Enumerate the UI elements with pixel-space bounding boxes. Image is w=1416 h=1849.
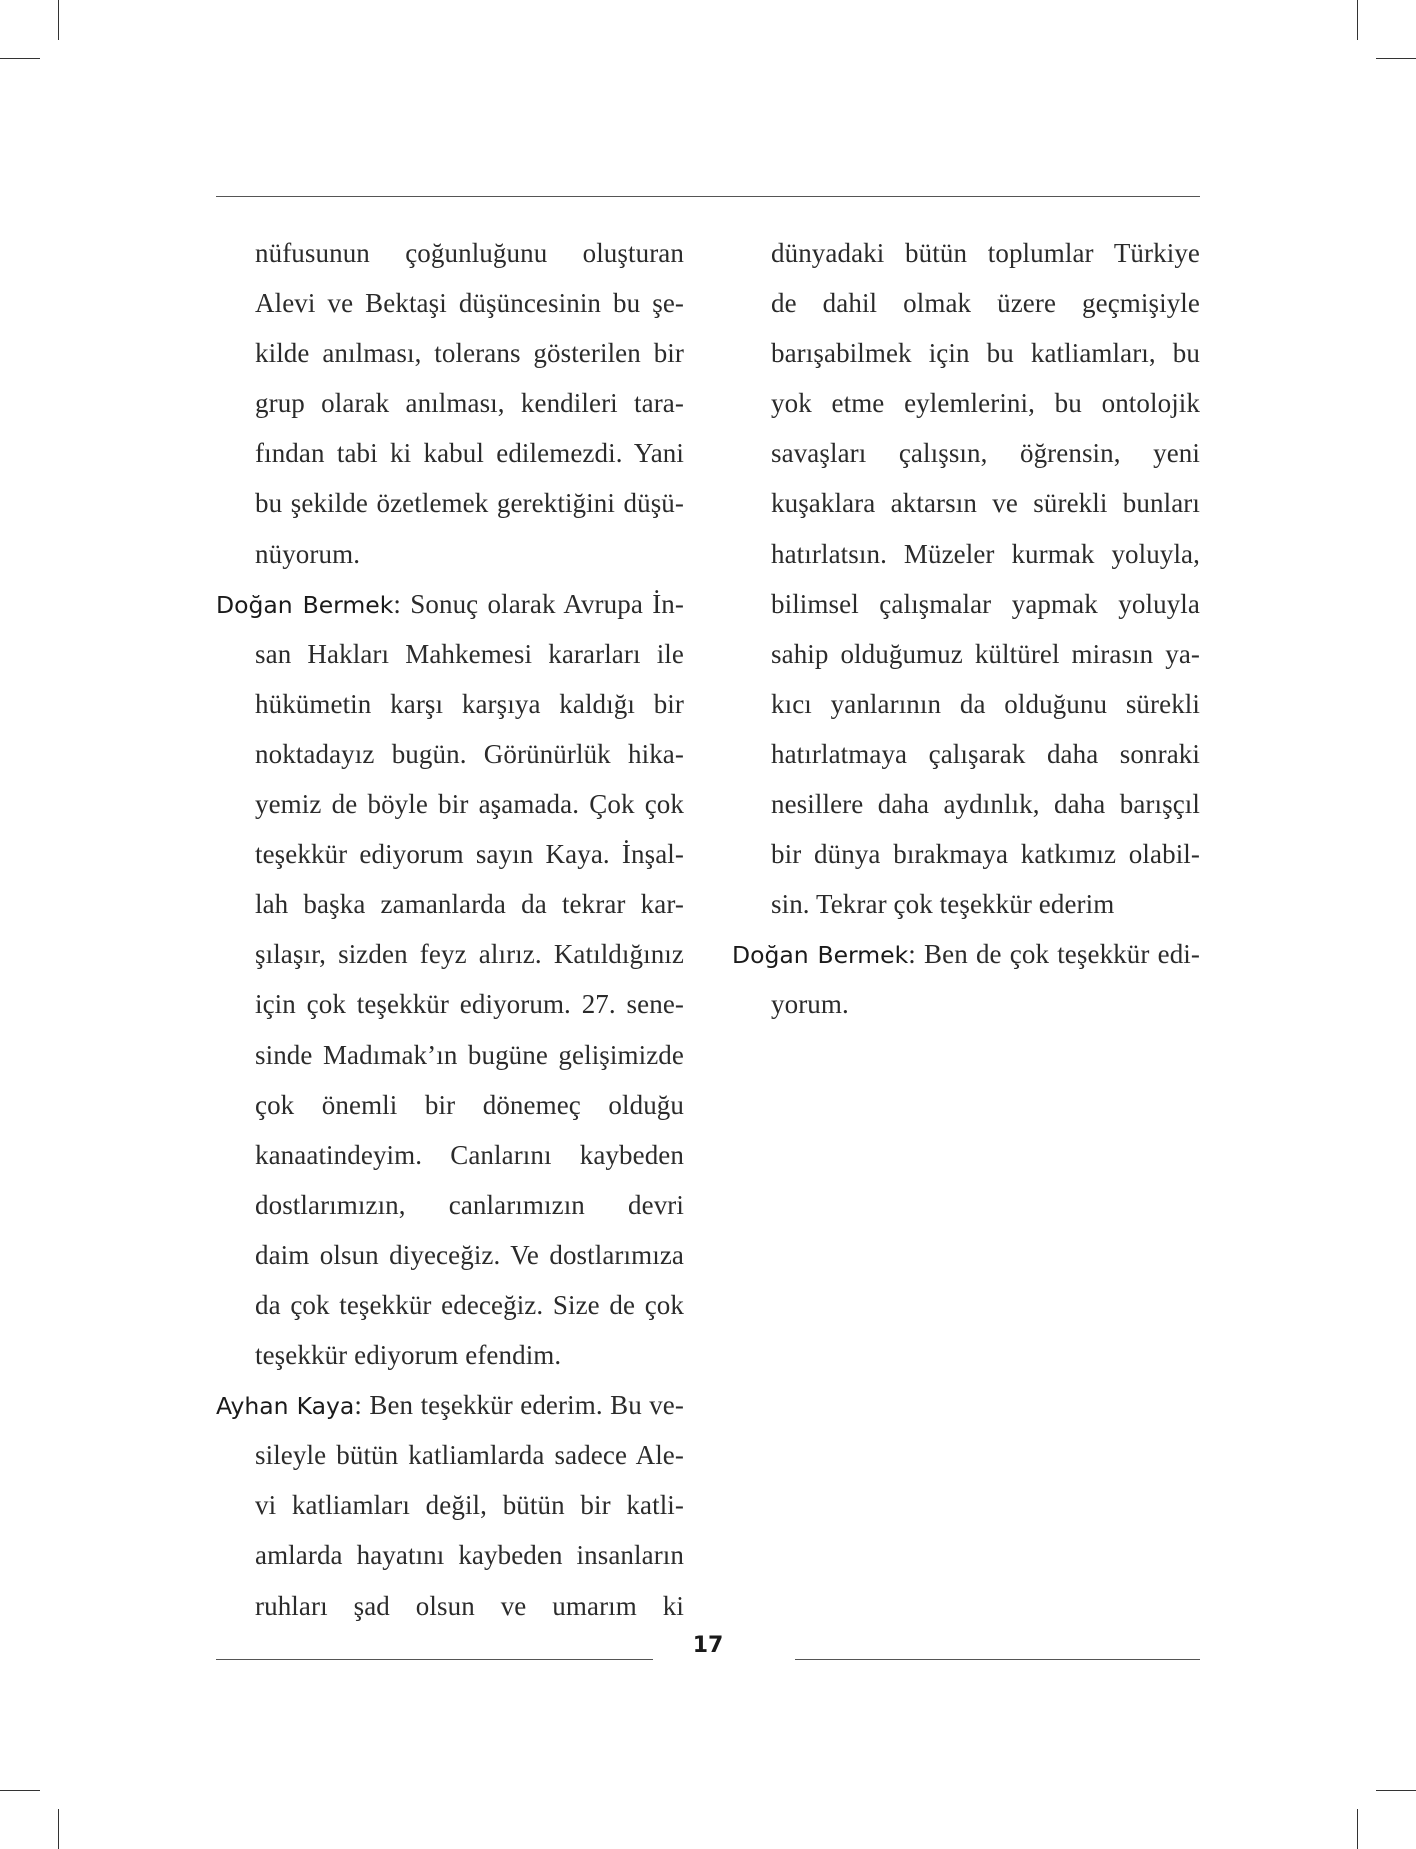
text-line: yemiz de böyle bir aşamada. Çok çok [255,789,684,820]
text-line: çok önemli bir dönemeç olduğu [255,1089,684,1120]
crop-mark [0,58,40,59]
speech-text: : Sonuç olarak Avrupa İn- [393,588,684,619]
speaker-name: Doğan Bermek [732,941,909,970]
text-line: fından tabi ki kabul edilemezdi. Yani [255,438,684,469]
left-text-column [216,228,684,1631]
speech-text: : Ben de çok teşekkür edi- [908,939,1200,970]
text-line [216,1380,684,1430]
text-line: sileyle bütün katliamlarda sadece Ale- [255,1440,684,1471]
text-line: kıcı yanlarının da olduğunu sürekli [771,688,1200,719]
text-line [216,579,684,629]
text-line: için çok teşekkür ediyorum. 27. sene- [255,989,684,1020]
text-line: şılaşır, sizden feyz alırız. Katıldığınız [255,939,684,970]
speaker-name: Ayhan Kaya [216,1392,355,1421]
text-line: sinde Madımak’ın bugüne gelişimizde [255,1039,684,1070]
text-line: bir dünya bırakmaya katkımız olabil- [771,839,1200,870]
text-line: vi katliamları değil, bütün bir katli- [255,1490,684,1521]
text-line: savaşları çalışsın, öğrensin, yeni [771,438,1200,469]
text-line [732,929,1200,979]
text-line: hükümetin karşı karşıya kaldığı bir [255,688,684,719]
text-line: lah başka zamanlarda da tekrar kar- [255,889,684,920]
crop-mark [1357,1809,1358,1849]
text-line: bu şekilde özetlemek gerektiğini düşü- [255,488,684,519]
text-line: de dahil olmak üzere geçmişiyle [771,288,1200,319]
crop-mark [1376,1790,1416,1791]
text-line: dünyadaki bütün toplumlar Türkiye [771,238,1200,268]
text-line: sin. Tekrar çok teşekkür ederim [771,889,1115,920]
text-line: nüyorum. [255,538,361,569]
text-line: sahip olduğumuz kültürel mirasın ya- [771,638,1200,669]
speaker-name: Doğan Bermek [216,590,394,619]
text-line: bilimsel çalışmalar yapmak yoluyla [771,588,1200,619]
crop-mark [1357,0,1358,40]
text-line: dostlarımızın, canlarımızın devri [255,1189,684,1220]
text-line: kilde anılması, tolerans gösterilen bir [255,338,684,369]
text-line: kanaatindeyim. Canlarını kaybeden [255,1139,684,1170]
text-line: san Hakları Mahkemesi kararları ile [255,638,684,669]
text-line: kuşaklara aktarsın ve sürekli bunları [771,488,1200,519]
crop-mark [0,1790,40,1791]
crop-mark [58,0,59,40]
text-line: hatırlatmaya çalışarak daha sonraki [771,738,1200,769]
speech-text: : Ben teşekkür ederim. Bu ve- [354,1390,684,1421]
text-line: yok etme eylemlerini, bu ontolojik [771,388,1200,419]
crop-mark [1376,58,1416,59]
text-line: teşekkür ediyorum sayın Kaya. İnşal- [255,839,684,870]
text-line: amlarda hayatını kaybeden insanların [255,1540,684,1571]
text-line: ruhları şad olsun ve umarım ki [255,1590,684,1621]
text-line: barışabilmek için bu katliamları, bu [771,338,1200,369]
text-line: daim olsun diyeceğiz. Ve dostlarımıza [255,1239,684,1270]
footer-rule-left [216,1659,653,1660]
text-line: teşekkür ediyorum efendim. [255,1340,562,1371]
header-rule [216,196,1200,197]
text-line: nüfusunun çoğunluğunu oluşturan [255,238,684,268]
text-line: da çok teşekkür edeceğiz. Size de çok [255,1289,684,1320]
page-number: 17 [692,1633,724,1658]
text-line: noktadayız bugün. Görünürlük hika- [255,738,684,769]
text-line: Alevi ve Bektaşi düşüncesinin bu şe- [255,288,684,319]
crop-mark [58,1809,59,1849]
text-line: nesillere daha aydınlık, daha barışçıl [771,789,1200,820]
right-text-column [732,228,1200,1030]
footer-rule-right [795,1659,1200,1660]
text-line: hatırlatsın. Müzeler kurmak yoluyla, [771,538,1200,569]
text-line: grup olarak anılması, kendileri tara- [255,388,684,419]
text-line: yorum. [771,989,849,1020]
